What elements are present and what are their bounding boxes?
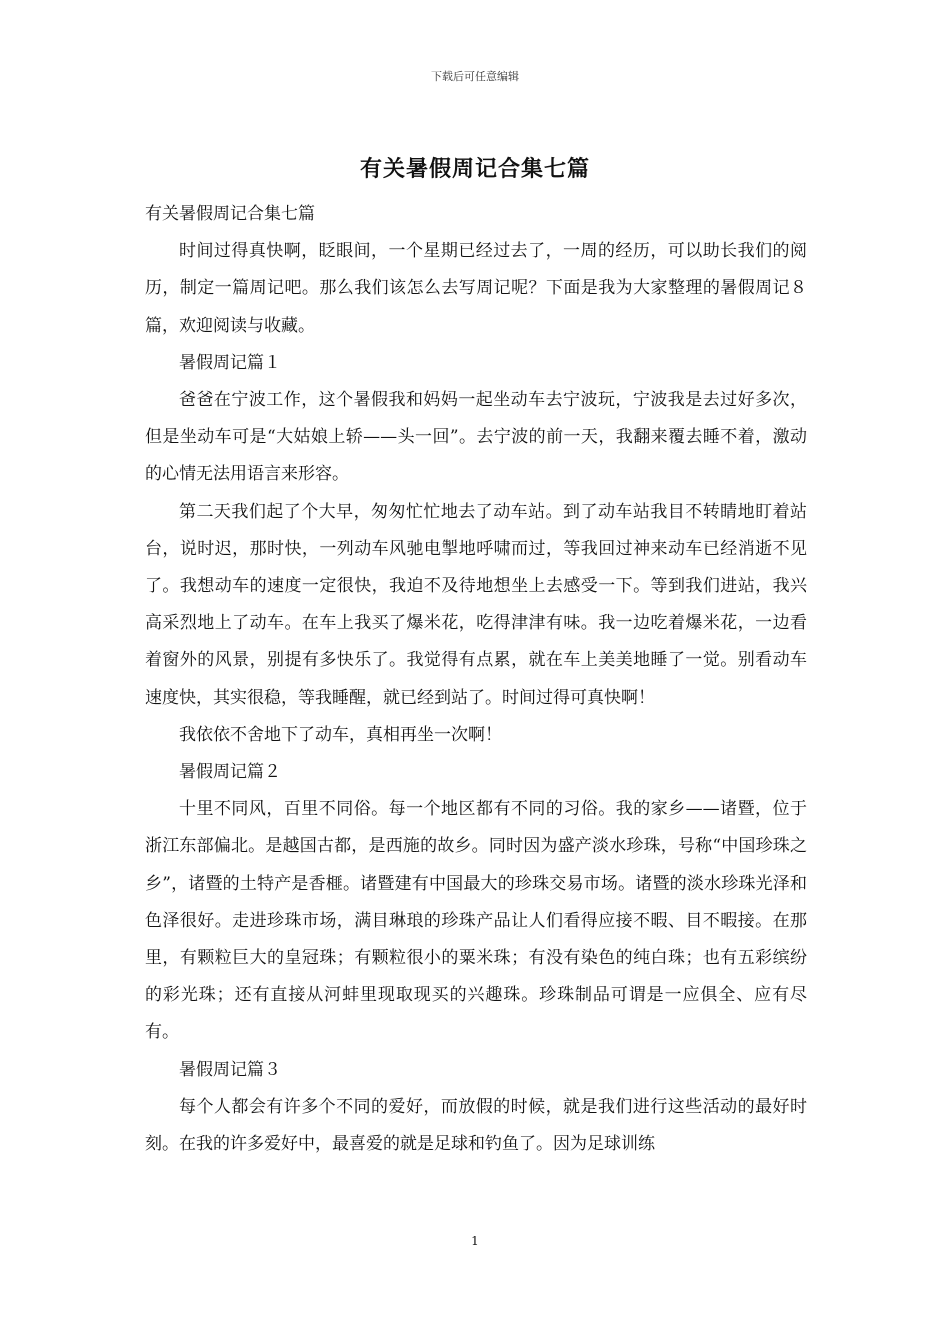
document-body [145,196,807,1163]
section-heading-3: 暑假周记篇３ [179,1059,281,1080]
header-note: 下载后可任意编辑 [431,70,519,83]
section-heading-1: 暑假周记篇１ [179,352,281,373]
paragraph: 第二天我们起了个大早，匆匆忙忙地去了动车站。到了动车站我目不转睛地盯着站台，说时迟，那时快，一列动车风驰电掣地呼啸而过，等我回过神来动车已经消逝不见了。我想动车的速度一定很快，我迫不及待地想坐上去感受一下。等到我们进站，我兴高采烈地上了动车。在车上我买了爆米花，吃得津津有味。我一边吃着爆米花，一边看着窗外的风景，别提有多快乐了。我觉得有点累，就在车上美美地睡了一觉。别看动车速度快，其实很稳，等我睡醒，就已经到站了。时间过得可真快啊！ [145,501,807,708]
paragraph: 十里不同风，百里不同俗。每一个地区都有不同的习俗。我的家乡——诸暨，位于浙江东部偏北。是越国古都，是西施的故乡。同时因为盛产淡水珍珠，号称“中国珍珠之乡”，诸暨的土特产是香榧。诸暨建有中国最大的珍珠交易市场。诸暨的淡水珍珠光泽和色泽很好。走进珍珠市场，满目琳琅的珍珠产品让人们看得应接不暇、目不暇接。在那里，有颗粒巨大的皇冠珠；有颗粒很小的粟米珠；有没有染色的纯白珠；也有五彩缤纷的彩光珠；还有直接从河蚌里现取现买的兴趣珠。珍珠制品可谓是一应俱全、应有尽有。 [145,799,807,1043]
document-title: 有关暑假周记合集七篇 [359,156,590,182]
paragraph: 每个人都会有许多个不同的爱好，而放假的时候，就是我们进行这些活动的最好时刻。在我的许多爱好中，最喜爱的就是足球和钓鱼了。因为足球训练 [145,1096,807,1155]
subtitle-line: 有关暑假周记合集七篇 [145,204,315,224]
page-number: 1 [471,1234,479,1248]
paragraph: 我依依不舍地下了动车，真相再坐一次啊！ [179,724,502,745]
intro-paragraph: 时间过得真快啊，眨眼间，一个星期已经过去了，一周的经历，可以助长我们的阅历，制定一篇周记吧。那么我们该怎么去写周记呢？下面是我为大家整理的暑假周记８篇，欢迎阅读与收藏。 [145,241,807,336]
section-heading-2: 暑假周记篇２ [179,762,281,783]
paragraph: 爸爸在宁波工作，这个暑假我和妈妈一起坐动车去宁波玩，宁波我是去过好多次，但是坐动车可是“大姑娘上轿——头一回”。去宁波的前一天，我翻来覆去睡不着，激动的心情无法用语言来形容。 [145,390,807,485]
